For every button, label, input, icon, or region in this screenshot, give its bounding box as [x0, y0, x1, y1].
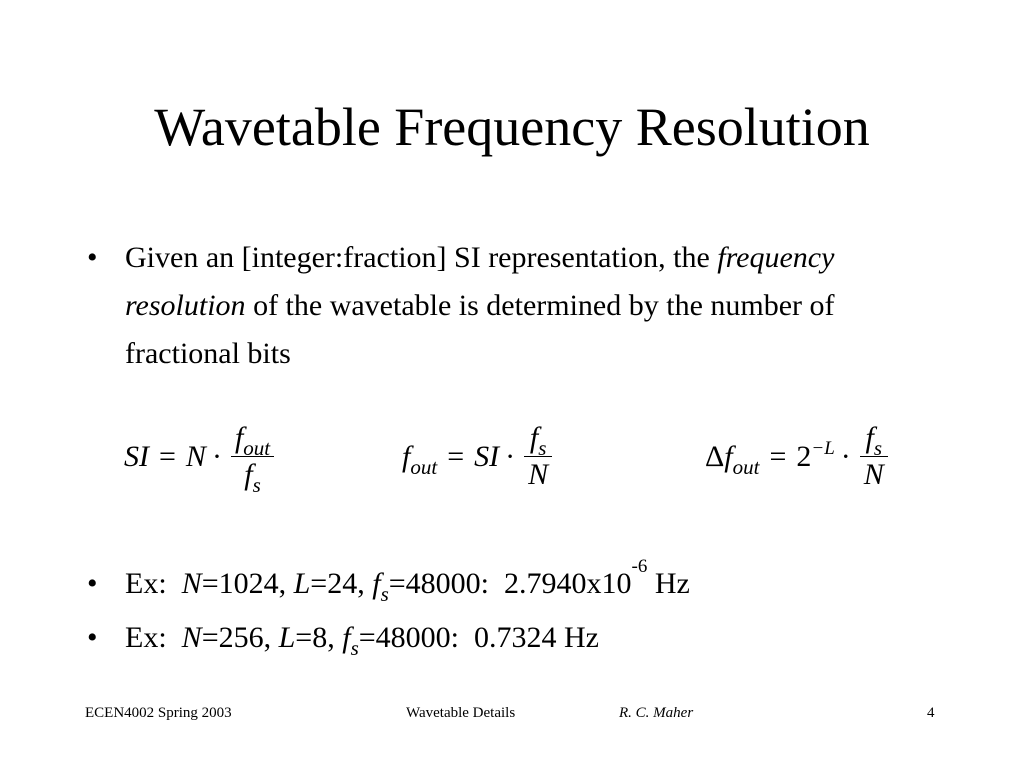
- formula-si-lhs: SI: [124, 439, 149, 473]
- formula-fout-lhs: $f_{out}$: [402, 439, 438, 479]
- formula-fout-fraction: [524, 423, 552, 490]
- bullet-text: Ex: N=1024, L=24, $f_s=48000$: $2.7940x10^{-6}$ Hz: [125, 556, 690, 606]
- fraction-denominator: $f_s$: [244, 458, 261, 497]
- formula-fout: [402, 423, 555, 490]
- formula-si: [124, 421, 277, 497]
- footer-page-number: 4: [927, 705, 935, 721]
- fraction-numerator: $f_{out}$: [234, 421, 271, 460]
- formula-si-dot: ·: [211, 439, 222, 473]
- formula-si-n: N: [185, 439, 206, 473]
- formula-fout-equals: =: [447, 439, 465, 473]
- bullet-text: [125, 234, 947, 378]
- formula-fout-si: SI: [474, 439, 500, 473]
- bullet-dot: •: [87, 241, 98, 274]
- formula-si-fraction: [231, 421, 274, 497]
- footer-course: ECEN4002 Spring 2003: [85, 705, 232, 721]
- bullet-intro: [87, 234, 947, 378]
- formula-si-equals: =: [159, 439, 176, 473]
- bullet-dot: •: [87, 567, 98, 600]
- fraction-denominator: N: [528, 458, 549, 491]
- bullet-text-part2: of the wavetable is determined by the number of fractional bits: [125, 289, 835, 370]
- bullet-example-2: [87, 614, 947, 662]
- bullet-dot: •: [87, 621, 98, 654]
- footer-section: Wavetable Details: [406, 705, 516, 721]
- formula-fout-dot: ·: [505, 439, 516, 473]
- formula-delta-lhs: $\Delta f_{out}$: [705, 439, 760, 479]
- fraction-denominator: N: [863, 458, 884, 491]
- bullet-example-1: [87, 556, 947, 608]
- slide-title: Wavetable Frequency Resolution: [154, 97, 870, 157]
- formula-delta-fraction: [860, 423, 888, 490]
- formula-delta-dot: ·: [840, 439, 851, 473]
- bullet-text: Ex: N=256, L=8, $f_s=48000$: 0.7324 Hz: [125, 621, 599, 660]
- fraction-numerator: $f_s$: [529, 421, 547, 460]
- fraction-numerator: $f_s$: [865, 421, 883, 460]
- bullet-text-part1: Given an [integer:fraction] SI representation, the: [125, 241, 718, 274]
- bullet-emphasis: frequency resolution: [125, 241, 835, 322]
- formula-delta-power: $2^{-L}$: [796, 437, 835, 473]
- footer-author: R. C. Maher: [619, 705, 694, 721]
- formula-delta-fout: [705, 423, 891, 490]
- formula-delta-equals: =: [769, 439, 787, 473]
